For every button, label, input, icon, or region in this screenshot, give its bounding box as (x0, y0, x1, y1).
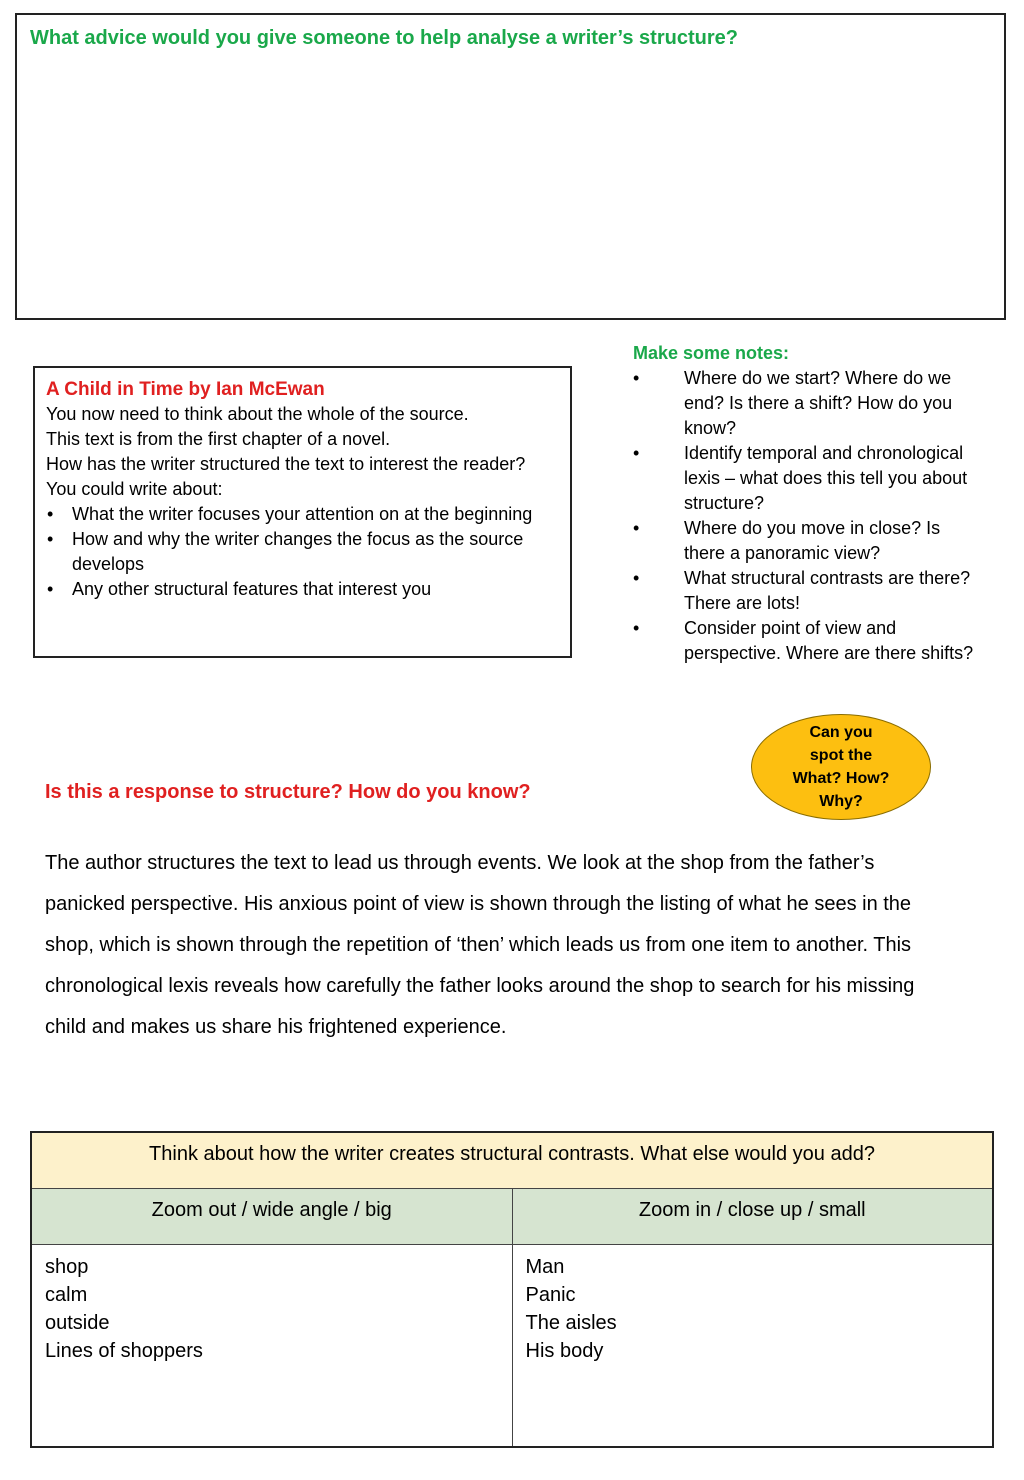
source-bullet-list (46, 502, 559, 602)
list-item: outside (45, 1312, 110, 1334)
notes-item: • What structural contrasts are there? There are lots! (684, 566, 983, 616)
source-title: A Child in Time by Ian McEwan (46, 379, 325, 400)
notes-list (633, 366, 983, 666)
list-item: Man (525, 1256, 565, 1278)
notes-item: • Where do you move in close? Is there a panoramic view? (684, 516, 983, 566)
advice-box (15, 13, 1006, 320)
source-bullet: • Any other structural features that interest you (72, 577, 559, 602)
zoom-in-cell[interactable] (512, 1245, 993, 1446)
prompt-bubble (751, 714, 931, 820)
source-bullet: • What the writer focuses your attention on at the beginning (72, 502, 559, 527)
contrast-table-column-headers (32, 1189, 992, 1245)
notes-item: • Identify temporal and chronological lexis – what does this tell you about structure? (684, 441, 983, 516)
notes-item: • Consider point of view and perspective. Where are there shifts? (684, 616, 983, 666)
response-question: Is this a response to structure? How do you know? (45, 781, 531, 803)
list-item: His body (525, 1340, 604, 1362)
response-paragraph: The author structures the text to lead us through events. We look at the shop from the father’s panicked perspective. His anxious point of view is shown through the listing of what he sees in the shop, which is shown through the repetition of ‘then’ which leads us from one item to another. This chronological lexis reveals how carefully the father looks around the shop to search for his missing child and makes us share his frightened experience. (45, 852, 915, 1038)
source-line: This text is from the first chapter of a novel. (46, 429, 391, 449)
column-header-zoom-out: Zoom out / wide angle / big (151, 1199, 392, 1221)
contrast-table-header: Think about how the writer creates structural contrasts. What else would you add? (32, 1133, 992, 1189)
source-info-box (33, 366, 572, 658)
advice-question: What advice would you give someone to help analyse a writer’s structure? (30, 27, 738, 49)
notes-item: • Where do we start? Where do we end? Is there a shift? How do you know? (684, 366, 983, 441)
zoom-out-cell[interactable] (32, 1245, 512, 1446)
list-item: calm (45, 1284, 88, 1306)
list-item: Panic (525, 1284, 576, 1306)
source-line: You now need to think about the whole of the source. (46, 404, 469, 424)
notes-panel (633, 341, 983, 666)
contrast-table (30, 1131, 994, 1448)
source-line: How has the writer structured the text to interest the reader? (46, 454, 526, 474)
list-item: Lines of shoppers (45, 1340, 203, 1362)
source-bullet: • How and why the writer changes the focus as the source develops (72, 527, 559, 577)
contrast-table-body (32, 1245, 992, 1446)
prompt-bubble-text: Can you spot the What? How? Why? (792, 724, 890, 810)
column-header-zoom-in: Zoom in / close up / small (512, 1189, 993, 1244)
source-line: You could write about: (46, 479, 223, 499)
list-item: shop (45, 1256, 89, 1278)
list-item: The aisles (525, 1312, 617, 1334)
notes-title: Make some notes: (633, 343, 790, 363)
